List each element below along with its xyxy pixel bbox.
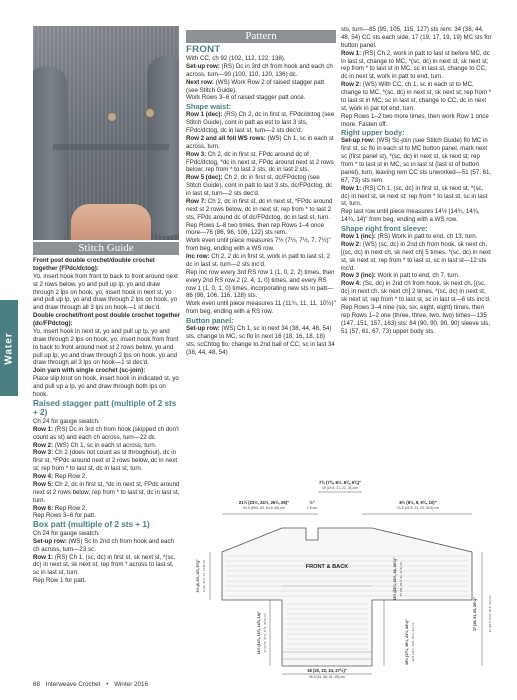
stitch-pattern-heading: Raised stagger patt (multiple of 2 sts + 2) — [33, 398, 177, 418]
row-instruction — [33, 538, 181, 554]
row-text: (Sc, dc) in 2nd ch from hook, sk next ch, [(sc, dc) in next ch, sk next ch] 2 times, *(sc, dc) in next st, sk next st; rep from * to last st, sc in last st—6 sts inc'd. — [341, 280, 491, 303]
row-instruction — [186, 325, 336, 357]
row-text: (WS) Sc-join (see Stitch Guide) flo MC in first st, sc flo in each st to MC button panel, mark next sc (first panel st), *(sc, dc) in next st, sk next st; rep from * to last st in MC, sc in last st (last st of button panel), turn, leaving rem CC sts unworked—51 (57, 61, 67, 73) sts rem. — [341, 137, 492, 184]
photo-hands — [71, 204, 151, 240]
row-instruction — [33, 442, 181, 450]
row-instruction — [186, 253, 336, 269]
row-text: (WS) Ch 1, sc in next 34 (38, 44, 48, 54) sts, change to MC, sc flo in next 16 (18, 16, 18, 18) sts, scChtog flo, change to 2nd ball of CC, sc in last 34 (38, 44, 48, 54) — [186, 325, 335, 356]
dim-sleeve-width-cm: 54.5 (59.5, 62, 64.5, 66) cm — [243, 506, 285, 510]
row-instruction — [341, 272, 493, 280]
row-text: Ch 2, dc in first st, *dc in next st, FPdc around next st 2 rows below; rep from * to last st, dc in last st, turn. — [33, 480, 180, 504]
row-text: (RS) Ch 1, (sc, dc) in first st, sk next st, *(sc, dc) in next st, sk next st; rep from * to last st, sc in last st, turn. — [341, 184, 488, 208]
paragraph: With CC, ch 92 (102, 112, 122, 138). — [186, 55, 286, 62]
paragraph: Rep Inc row every 3rd RS row 1 (1, 0, 2, 2) times, then every 2nd RS row 2 (2, 4, 1, 0) times, and every RS row 1 (1, 0, 1, 0) times, incorporating new sts in patt—86 (96, 106, 116, 128) sts. — [186, 268, 335, 300]
row-label: Row 6: — [33, 504, 54, 512]
row-instruction — [186, 174, 336, 198]
stitch-definition-heading — [33, 312, 181, 328]
stitch-pattern-heading: Box patt (multiple of 2 sts + 1) — [33, 520, 150, 530]
row-label: Row 5 (dec): — [186, 174, 223, 182]
heading-text: Front post double crochet/double crochet together (FPdc/dctog): — [33, 257, 155, 272]
paragraph: Rep Row 1 for patt. — [33, 577, 86, 585]
row-label: Row 7: — [186, 197, 207, 205]
panel-label: FRONT & BACK — [305, 564, 349, 570]
row-label: Row 4: — [341, 280, 362, 288]
row-text: (RS) Work in patt to end, ch 13, turn. — [375, 233, 478, 240]
row-label: Row 1: — [33, 553, 54, 561]
row-instruction — [186, 151, 336, 175]
sweater-photo — [33, 26, 179, 240]
paragraph: Rep last row until piece measures 14½ (14¾, 14¾, 14¾, 14)" from beg, ending with a WS row. — [341, 208, 480, 224]
paragraph: Rep Rows 1–8 two times, then rep Rows 1–4 once more—76 (86, 96, 106, 122) sts rem. — [186, 221, 324, 237]
row-label: Row 1 (inc): — [341, 233, 376, 240]
photo-left-sleeve — [33, 66, 67, 240]
stitch-guide-column — [33, 257, 181, 585]
dim-waist-height: 15½ (17½, 19½, 21½, 24½)" — [405, 618, 409, 666]
stitch-definition-heading — [33, 367, 181, 375]
subsection-heading: Shape right front sleeve: — [341, 224, 428, 233]
row-text: (WS) With CC, ch 1, sc in each st to MC, change to MC, *(sc, dc) in next st, sk next st; rep from * to last st in MC, sc in last st, change to CC, dc in next st, work in pat tot end, turn. — [341, 81, 492, 112]
row-label: Inc row: — [186, 253, 210, 260]
subsection-heading: Shape waist: — [186, 102, 232, 112]
magazine-name: Interweave Crochet — [45, 681, 101, 688]
pattern-column-2 — [341, 26, 493, 335]
row-label: Row 2: — [341, 81, 362, 89]
paragraph: Yo, insert hook in next st, yo and pull up lp, yo and draw through 2 lps on hook, yo, insert hook from front to back to front around next st 2 rows below, yo and pull up lp, yo and draw through 2 lps on hook, yo and draw through all 3 lps on hook—1 st dec'd. — [33, 327, 179, 367]
issue-name: Winter 2016 — [114, 681, 149, 688]
dim-right-height-cm: 57 (59, 59.5, 61, 61.5) cm — [399, 561, 403, 597]
row-instruction — [33, 449, 181, 473]
paragraph: Work even until piece measures 7½ (7½, 7½, 7, 7½)" from beg, ending with a WS row. — [186, 237, 331, 253]
row-text: (RS) Ch 1, (sc, dc) in first st, sk next st, *(sc, dc) in next st, sk next st; rep from * across to last st, sc in last st, turn. — [33, 553, 176, 577]
paragraph: Rep Rows 1–2 two more times, then work Row 1 once more. Fasten off. — [341, 112, 489, 128]
dim-lower-height-cm: 43 (48.5, 53.5, 58.5, 64) cm — [488, 595, 492, 633]
photo-waist-band — [53, 144, 169, 150]
dim-top-width-cm: 19 (19.5, 21, 22, 24) cm — [322, 486, 358, 490]
row-label: Row 1: — [341, 49, 362, 57]
row-text: Work in patt to end, ch 7, turn. — [375, 272, 460, 280]
row-text: Ch 2, dc in first st, FPdc around dc of FPdc/dctog, *dc in next st, FPdc around next st 2 rows below; rep from * to last 2 sts, dc in last 2 sts. — [186, 150, 334, 174]
row-text: (RS) Dc in 3rd ch from hook and each ch across, turn—90 (100, 110, 120, 136) dc. — [186, 62, 333, 78]
paragraph: Rep Rows 3–6 for patt. — [33, 512, 96, 520]
section-side-tab — [0, 300, 18, 396]
row-text: (WS) Ch 1, sc in each st across, turn. — [186, 134, 334, 150]
row-instruction — [341, 241, 493, 273]
row-instruction — [33, 481, 181, 505]
row-label: Row 3: — [186, 150, 207, 158]
row-label: Row 1: — [33, 425, 54, 433]
dim-hem-width: 18 (20, 22, 24, 27½)" — [307, 668, 347, 673]
paragraph: Ch 24 for gauge swatch. — [33, 529, 100, 537]
dim-sleeve-width: 21½ (23½, 24½, 25½, 26)" — [238, 500, 290, 505]
row-instruction — [341, 137, 493, 184]
schematic-diagram — [186, 474, 494, 680]
side-tab-label: Water — [3, 331, 15, 365]
pattern-column-1 — [186, 44, 336, 357]
stitch-definition-heading — [33, 257, 181, 273]
dim-shoulder-cm: 21.5 (21.5, 23, 24, 25.5) cm — [397, 506, 439, 510]
dim-right-height: 22½ (23¼, 23½, 24, 24¼)" — [393, 557, 397, 601]
paragraph: Ch 24 for gauge swatch. — [33, 417, 100, 425]
paragraph: Work Rows 3–6 of raised stagger patt once. — [186, 94, 306, 102]
photo-button — [145, 108, 155, 118]
row-text: (RS) Dc in 3rd ch from hook (skipped ch don't count as st) and each ch across, turn—22 dc. — [33, 425, 179, 441]
row-text: Rep Row 2. — [53, 504, 87, 512]
dim-hem-width-cm: 45.5 (51, 56, 61, 69) cm — [309, 675, 345, 679]
row-instruction — [341, 233, 493, 241]
heading-text: Join yarn with single crochet (sc-join): — [33, 367, 146, 375]
dim-lower-height: 17 (19, 21, 23, 25¼)" — [473, 596, 477, 632]
row-instruction — [186, 135, 336, 151]
row-text: Rep Row 2. — [53, 473, 87, 481]
row-instruction — [33, 426, 181, 442]
row-label: Row 3: — [33, 449, 54, 457]
paragraph: sts, turn—85 (95, 105, 115, 127) sts rem: 34 (38, 44, 48, 54) CC sts each side, 17 (19, 17, 19, 19) MC sts for button panel. — [341, 26, 492, 49]
row-label: Set-up row: — [186, 62, 220, 70]
row-text: (RS) Ch 2, work in patt to last st before MC, dc in last st, change to MC, *(sc, dc) in next st, sk next st; rep from * to last st in MC, sc in last st, change to CC, dc in next st, work in patt to end, turn. — [341, 49, 490, 81]
row-instruction — [186, 63, 336, 79]
row-instruction — [341, 185, 493, 209]
row-instruction — [186, 111, 336, 135]
row-instruction — [341, 50, 493, 82]
dim-neck-drop-cm: 1.5 cm — [306, 506, 318, 510]
row-label: Set-up row: — [186, 325, 220, 332]
stitch-guide-banner: Stitch Guide — [33, 242, 179, 255]
row-instruction — [186, 198, 336, 222]
row-label: Row 5: — [33, 480, 54, 488]
row-label: Row 3 (inc): — [341, 272, 376, 280]
row-text: Ch 2, dc in first st, dc/FPdctog (see Stitch Guide), cont in patt to last 3 sts, dc/FPdctog, dc in last st, turn—2 sts dec'd. — [186, 174, 333, 197]
row-label: Row 2 and all foll WS rows: — [186, 134, 266, 142]
paragraph: Work even until piece measures 11 (11¾, 11, 11, 10½)" from beg, ending with a RS row. — [186, 300, 336, 316]
dim-body-height-cm: 37 (37.5, 37.5, 37.5, 35.5) cm — [263, 613, 267, 653]
paragraph: Rep Rows 3–4 nine (six, six, eight, eight) times, then rep Rows 1–2 one (three, three, two, two) times—135 (147, 151, 157, 163) sts: 84 (90, 90, 90, 90) sleeve sts, 51 (57, 61, 67, 73) upper body sts. — [341, 303, 491, 335]
row-label: Row 2: — [341, 240, 362, 248]
photo-button — [107, 112, 117, 122]
dim-left-height: 3½ (4, 4½, 4¾, 5¼)" — [196, 559, 200, 593]
row-instruction — [341, 81, 493, 113]
subsection-heading: Right upper body: — [341, 128, 405, 138]
row-label: Next row: — [186, 78, 214, 86]
footer-bullet: • — [106, 681, 109, 688]
dim-waist-height-cm: 39.5 (44.5, 49.5, 54.5, 62) cm — [411, 622, 415, 662]
dim-body-height: 14½ (14¾, 14¾, 14¾, 14)" — [257, 611, 261, 655]
pattern-banner: Pattern — [186, 30, 336, 43]
row-text: (WS) (sc, dc) in 2nd ch from hook, sk next ch, [(sc, dc) in next ch, sk next ch] 5 times, *(sc, dc) in next st, sk next st; rep from * to last st, sc in last st—12 sts inc'd. — [341, 240, 491, 272]
row-text: (WS) Ch 1, sc in each st across, turn. — [53, 441, 157, 449]
row-text: (WS) Work Row 2 of raised stagger patt (see Stitch Guide). — [186, 78, 325, 94]
row-text: (RS) Ch 2, dc in first st, FPdc/dctog (see Stitch Guide), cont in patt as est to last 3 sts, FPdc/dctog, dc in last st, turn—2 sts dec'd. — [186, 111, 335, 134]
row-instruction — [341, 280, 493, 304]
row-instruction — [33, 554, 181, 578]
paragraph: Place slip knot on hook, insert hook in indicated st, yo and pull up a lp, yo and draw through both lps on hook. — [33, 375, 179, 398]
dim-top-width: 7¾ (7¾, 8½, 8¾, 9¾)" — [318, 480, 362, 485]
row-instruction — [186, 79, 336, 95]
dim-shoulder: 8½ (8½, 9, 9¼, 10)" — [399, 500, 437, 505]
row-label: Set-up row: — [341, 137, 375, 145]
row-label: Row 4: — [33, 473, 54, 481]
row-label: Row 2: — [33, 441, 54, 449]
row-text: Ch 2, dc in first st, dc in next st, *FPdc around next st 2 rows below, dc in next st; rep from * to last 2 sts, FPdc around dc of dc/FPdctog, dc in last st, turn. — [186, 197, 333, 221]
dim-neck-drop: ½" — [309, 500, 315, 505]
section-title: FRONT — [186, 44, 221, 55]
page-number: 68 — [33, 681, 41, 688]
heading-text: Double crochet/front post double crochet together (dc/FPdctog): — [33, 312, 181, 327]
row-label: Row 1 (dec): — [186, 111, 223, 119]
subsection-heading: Button panel: — [186, 316, 234, 325]
dim-left-height-cm: 9 (10, 11.5, 12, 13.5) cm — [202, 559, 206, 593]
row-text: Ch 2, 2 dc in first st, work in patt to last st, 2 dc in last st, turn—2 sts inc'd. — [186, 253, 331, 268]
row-text: (WS) Sc in 2nd ch from hook and each ch across, turn—23 sc. — [33, 537, 174, 553]
page-footer — [33, 681, 152, 688]
row-instruction — [33, 473, 181, 481]
row-label: Row 1: — [341, 184, 362, 192]
row-instruction — [33, 505, 181, 513]
row-text: Ch 2 (does not count as st throughout), dc in first st, *FPdc around next st 2 rows below, dc in next st; rep from * to last st, dc in last st, turn. — [33, 449, 178, 473]
paragraph: Yo, insert hook from front to back to front around next st 2 rows below, yo and pull up lp, yo and draw through 2 lps on hook, yo, insert hook in next st, yo and pull up lp, yo and draw through 2 lps on hook, yo and draw through all 3 lps on hook—1 st dec'd. — [33, 272, 178, 312]
row-label: Set-up row: — [33, 537, 67, 545]
